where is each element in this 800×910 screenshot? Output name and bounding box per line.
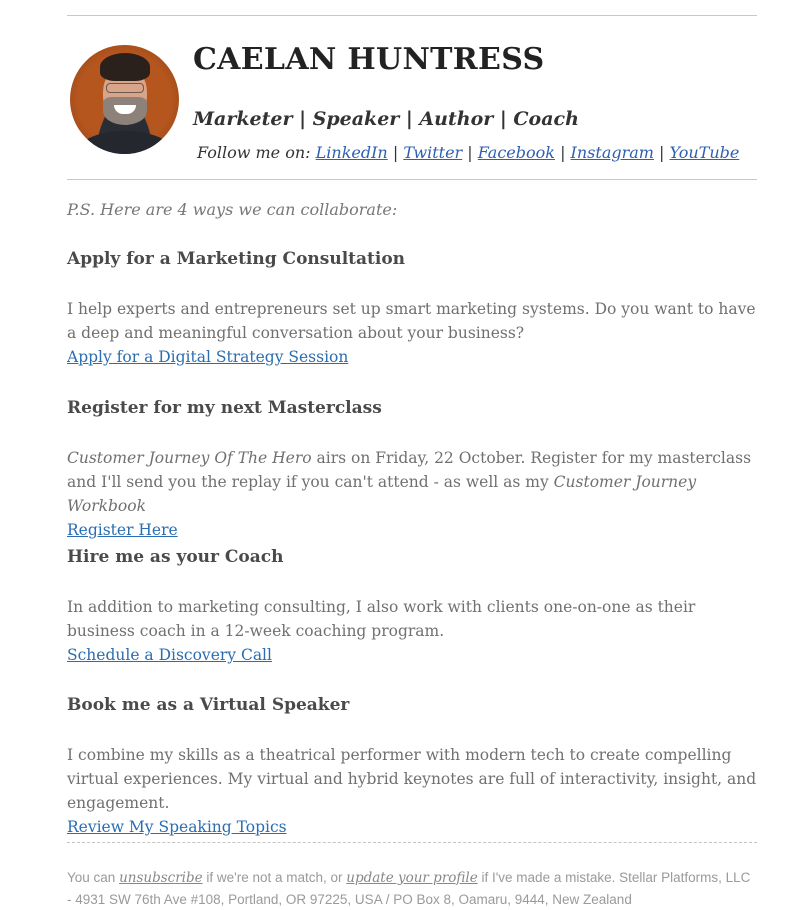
section-body: In addition to marketing consulting, I also work with clients one-on-one as their business coach in a 12-week coaching program. xyxy=(67,598,696,640)
section-heading: Apply for a Marketing Consultation xyxy=(67,249,406,269)
linkedin-link[interactable]: LinkedIn xyxy=(315,143,388,162)
register-here-link[interactable]: Register Here xyxy=(67,521,178,539)
instagram-link[interactable]: Instagram xyxy=(570,143,654,162)
header-divider xyxy=(67,179,757,180)
follow-label: Follow me on: xyxy=(197,143,311,162)
twitter-link[interactable]: Twitter xyxy=(403,143,463,162)
avatar-shirt xyxy=(78,131,172,154)
footer-text: You can xyxy=(67,870,120,885)
section-consultation xyxy=(67,247,757,369)
section-masterclass xyxy=(67,396,757,542)
separator: | xyxy=(392,143,404,162)
separator: | xyxy=(467,143,478,162)
avatar xyxy=(70,45,179,154)
footer-divider xyxy=(67,842,757,843)
author-name: CAELAN HUNTRESS xyxy=(193,42,545,77)
review-speaking-topics-link[interactable]: Review My Speaking Topics xyxy=(67,818,287,836)
separator: | xyxy=(659,143,670,162)
update-profile-link[interactable]: update your profile xyxy=(346,870,478,886)
section-heading: Register for my next Masterclass xyxy=(67,398,382,418)
avatar-hair xyxy=(100,53,150,81)
section-speaker xyxy=(67,693,757,839)
separator: | xyxy=(560,143,571,162)
apply-strategy-session-link[interactable]: Apply for a Digital Strategy Session xyxy=(67,348,349,366)
avatar-glasses xyxy=(106,83,144,93)
unsubscribe-link[interactable]: unsubscribe xyxy=(119,870,203,886)
author-roles: Marketer | Speaker | Author | Coach xyxy=(193,108,579,130)
youtube-link[interactable]: YouTube xyxy=(669,143,740,162)
section-body: I combine my skills as a theatrical performer with modern tech to create compelling virtual experiences. My virtual and hybrid keynotes are full of interactivity, insight, and engagement. xyxy=(67,746,757,812)
section-heading: Book me as a Virtual Speaker xyxy=(67,695,350,715)
schedule-discovery-call-link[interactable]: Schedule a Discovery Call xyxy=(67,646,272,664)
facebook-link[interactable]: Facebook xyxy=(477,143,555,162)
workbook-title: Customer Journey Workbook xyxy=(67,473,697,515)
section-heading: Hire me as your Coach xyxy=(67,547,284,567)
social-follow-line xyxy=(197,143,739,162)
footer xyxy=(67,867,757,910)
section-body: I help experts and entrepreneurs set up smart marketing systems. Do you want to have a deep and meaningful conversation about your business? xyxy=(67,300,756,342)
intro-text: P.S. Here are 4 ways we can collaborate: xyxy=(67,200,398,219)
footer-address: if I've made a mistake. Stellar Platforms, LLC - 4931 SW 76th Ave #108, Portland, OR 97225, USA / PO Box 8, Oamaru, 9444, New Zealand xyxy=(67,870,751,907)
masterclass-title: Customer Journey Of The Hero xyxy=(67,449,312,467)
top-divider xyxy=(67,15,757,16)
masterclass-body-text: airs on Friday, 22 October. Register for my masterclass and I'll send you the replay if you can't attend - as well as my xyxy=(67,449,752,491)
section-coach xyxy=(67,545,757,667)
footer-text: if we're not a match, or xyxy=(202,870,347,885)
section-body xyxy=(67,446,757,518)
